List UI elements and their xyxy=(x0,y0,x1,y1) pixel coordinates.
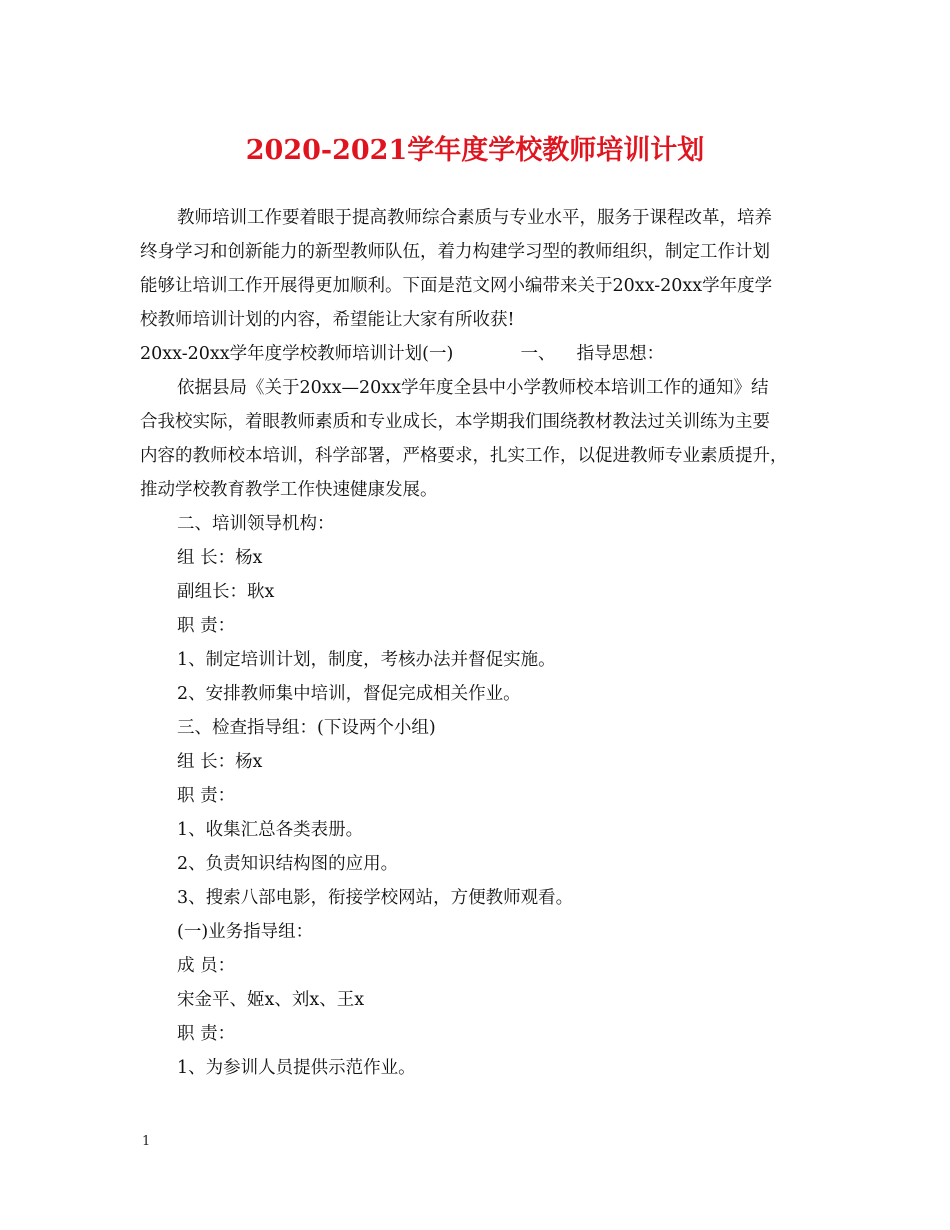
section-2-heading: 二、培训领导机构： xyxy=(177,514,335,534)
leader-line: 组 长：杨x xyxy=(177,752,263,772)
guiding-line-4: 推动学校教育教学工作快速健康发展。 xyxy=(140,480,438,500)
subgroup-heading: (一)业务指导组： xyxy=(177,922,314,942)
members-list: 宋金平、姬x、刘x、王x xyxy=(177,990,365,1010)
duty-item: 1、制定培训计划，制度，考核办法并督促实施。 xyxy=(177,650,556,670)
plan-heading-number: 一、 xyxy=(520,344,556,364)
duty-item: 2、负责知识结构图的应用。 xyxy=(177,854,399,874)
duty-item: 1、为参训人员提供示范作业。 xyxy=(177,1058,416,1078)
deputy-leader-line: 副组长：耿x xyxy=(177,582,275,602)
intro-line-3: 能够让培训工作开展得更加顺利。下面是范文网小编带来关于20xx-20xx学年度学 xyxy=(140,276,773,296)
intro-line-4: 校教师培训计划的内容，希望能让大家有所收获! xyxy=(140,310,515,330)
intro-line-2: 终身学习和创新能力的新型教师队伍，着力构建学习型的教师组织，制定工作计划 xyxy=(140,242,770,262)
guiding-line-3: 内容的教师校本培训，科学部署，严格要求，扎实工作，以促进教师专业素质提升， xyxy=(140,446,788,466)
duty-item: 3、搜索八部电影，衔接学校网站，方便教师观看。 xyxy=(177,888,574,908)
guiding-line-1: 依据县局《关于20xx—20xx学年度全县中小学教师校本培训工作的通知》结 xyxy=(177,378,769,398)
plan-heading-section: 指导思想： xyxy=(576,344,665,364)
intro-line-1: 教师培训工作要着眼于提高教师综合素质与专业水平，服务于课程改革，培养 xyxy=(177,208,772,228)
duty-item: 1、收集汇总各类表册。 xyxy=(177,820,364,840)
page-number: 1 xyxy=(142,1134,151,1149)
guiding-line-2: 合我校实际，着眼教师素质和专业成长，本学期我们围绕教材教法过关训练为主要 xyxy=(140,412,770,432)
leader-line: 组 长：杨x xyxy=(177,548,263,568)
plan-heading xyxy=(140,343,664,365)
document-title: 2020-2021学年度学校教师培训计划 xyxy=(245,135,705,166)
duties-label: 职 责： xyxy=(177,616,236,636)
duty-item: 2、安排教师集中培训，督促完成相关作业。 xyxy=(177,684,521,704)
duties-label: 职 责： xyxy=(177,1024,236,1044)
plan-heading-title: 20xx-20xx学年度学校教师培训计划(一) xyxy=(140,344,454,364)
duties-label: 职 责： xyxy=(177,786,236,806)
section-3-heading: 三、检查指导组：(下设两个小组) xyxy=(177,718,436,738)
members-label: 成 员： xyxy=(177,956,236,976)
